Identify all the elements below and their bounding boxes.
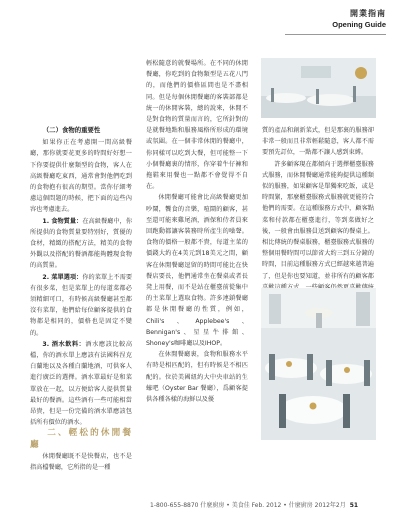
column-1 xyxy=(30,125,132,473)
page-header xyxy=(332,8,386,29)
paragraph: 休閒餐廳既不是快餐店，也不是指高檔餐廳，它所指的是一種 xyxy=(30,452,132,472)
paragraph: 輕松隨意的就餐場所。在不同的休閒餐廳，你吃到的食物類型是五花八門的，而他們的價格區間也是不盡相同。但是每個休閒餐廳的客裝部都是統一的休閒客裝，總的說來，休閒不是對食物的質量而言的，它所針對的是就餐地點和服務風格所形成的環境或氛圍。在一個非常休閒的餐廳中，你同樣可以吃到大餐，但可能整一下小個餐廳裏的情形，你穿着牛仔褲和拖鞋來用餐也一點都不會覺得不自在。 xyxy=(146,60,248,191)
paragraph: 如果你正在考慮開一間高級餐廳，那你就要花更多的時間好好想一下你要提供什麼類型的食物，客人在高級餐廳吃東西，通常會對他們吃到的食物抱有很高的期望。當你仔細考慮這個問題的時候，把下面的這些內容也考慮進去。 xyxy=(30,139,132,214)
header-title-en: Opening Guide xyxy=(332,20,386,29)
header-title-zh: 開業指南 xyxy=(350,9,386,18)
list-item-lead: 3. 酒水飲料： xyxy=(42,340,86,348)
header-rule xyxy=(285,34,386,35)
list-item-lead: 2. 菜單選項： xyxy=(42,273,83,281)
subsection-heading: （二）食物的重要性 xyxy=(42,126,101,134)
section-title: 二、輕松的休閒餐廳 xyxy=(30,428,132,450)
list-item xyxy=(30,339,132,429)
list-item-text: 在高級餐廳中，你所提供的食物質量要特別好，質優的食材，精緻的搭配方法，精美的食物外觀以及搭配的餐酒都能夠體現食物的高質量。 xyxy=(30,217,133,270)
list-item xyxy=(30,272,132,339)
list-item-text: 酒水應該比較高檔，你的酒水單上應該有法國科涅克白蘭地以及各種白蘭地酒，可供客人進行廣泛的選擇。酒水單最好是和菜單放在一起，以方便給客人提供質量最好的餐酒。這些酒有一些可能相當昂貴，但是一份完備的酒水單應該包括所有價位的酒水。 xyxy=(30,340,133,427)
footer-text: 1-800-655-8870 什麼廚房 • 美食佳 Feb. 2012 • 什麼廚房 2012年2月 xyxy=(150,502,346,509)
column-2 xyxy=(146,58,248,405)
page-footer xyxy=(150,500,358,509)
list-item xyxy=(30,216,132,272)
list-item-lead: 1. 食物質量： xyxy=(42,217,83,225)
paragraph: 許多顧客現在都傾向于選擇櫃臺服務式服務，而休閒餐廳通常能夠提供這種類似的服務，如果顧客是單獨來吃飯，或是時間緊，那麼櫃臺服務式服務就更能符合他們的需要。在這種服務方式中，顧客點菜和付款都在櫃臺進行，等到菜做好之後，一般會由服務員送到顧客的餐桌上。相比傳統的餐桌服務，櫃臺服務式服務的整個用餐時間可以節省大約三到五分鐘的時間，目前這種服務方式已經越來越普遍了，但是你也要知道，並非所有的顧客都 xyxy=(262,160,374,280)
list-item-text: 你的菜單上不需要有很多菜，但是菜單上的每道菜都必須精細可口，有時候高級餐廳甚至都沒有菜單，他們給每位顧客提供的食物都是相同的，價格也是固定不變的。 xyxy=(30,273,133,337)
restaurant-photo-bottom xyxy=(261,288,376,440)
paragraph: 在休閒餐廳裏，食物和服務水平有時是相匹配的，但有時候是不相匹配的。位於美國紐約大中央車站的生蠔吧（Oyster Bar 餐廳），爲顧客提供各種各樣的海鮮以及優 xyxy=(146,351,248,404)
paragraph: 休閒餐廳可能會比高級餐廳更加吵鬧，饗食的音樂，喧鬧的顧客，甚至還可能來雞尾酒，酒保和侍者員來回跑動都讓客裝務時所產生的噪聲。食物的價格一般都不貴，每道主菜的價錢大約在4美元到18美元之間，顧客在休閒餐廳逗留的時間可能比在快餐店要長，他們通常坐在餐桌或者長凳上用餐，而不是站在櫃臺前從集中的主菜單上選取食物。許多連鎖餐廳都是休閒餐廳的性質，例如，Chili's、Applebee's、Bennigan's、星星牛排館、Shoney's咖啡廳以及IHOP。 xyxy=(146,194,248,348)
paragraph: 質的產品和創新菜式，但是那裏的服務卻非常一般而且非常輕鬆隨意，客人都不需要預先訂位，一點都不讓人感到束縛。 xyxy=(262,127,374,157)
restaurant-photo-top xyxy=(261,58,376,118)
page-number: 51 xyxy=(349,502,359,509)
